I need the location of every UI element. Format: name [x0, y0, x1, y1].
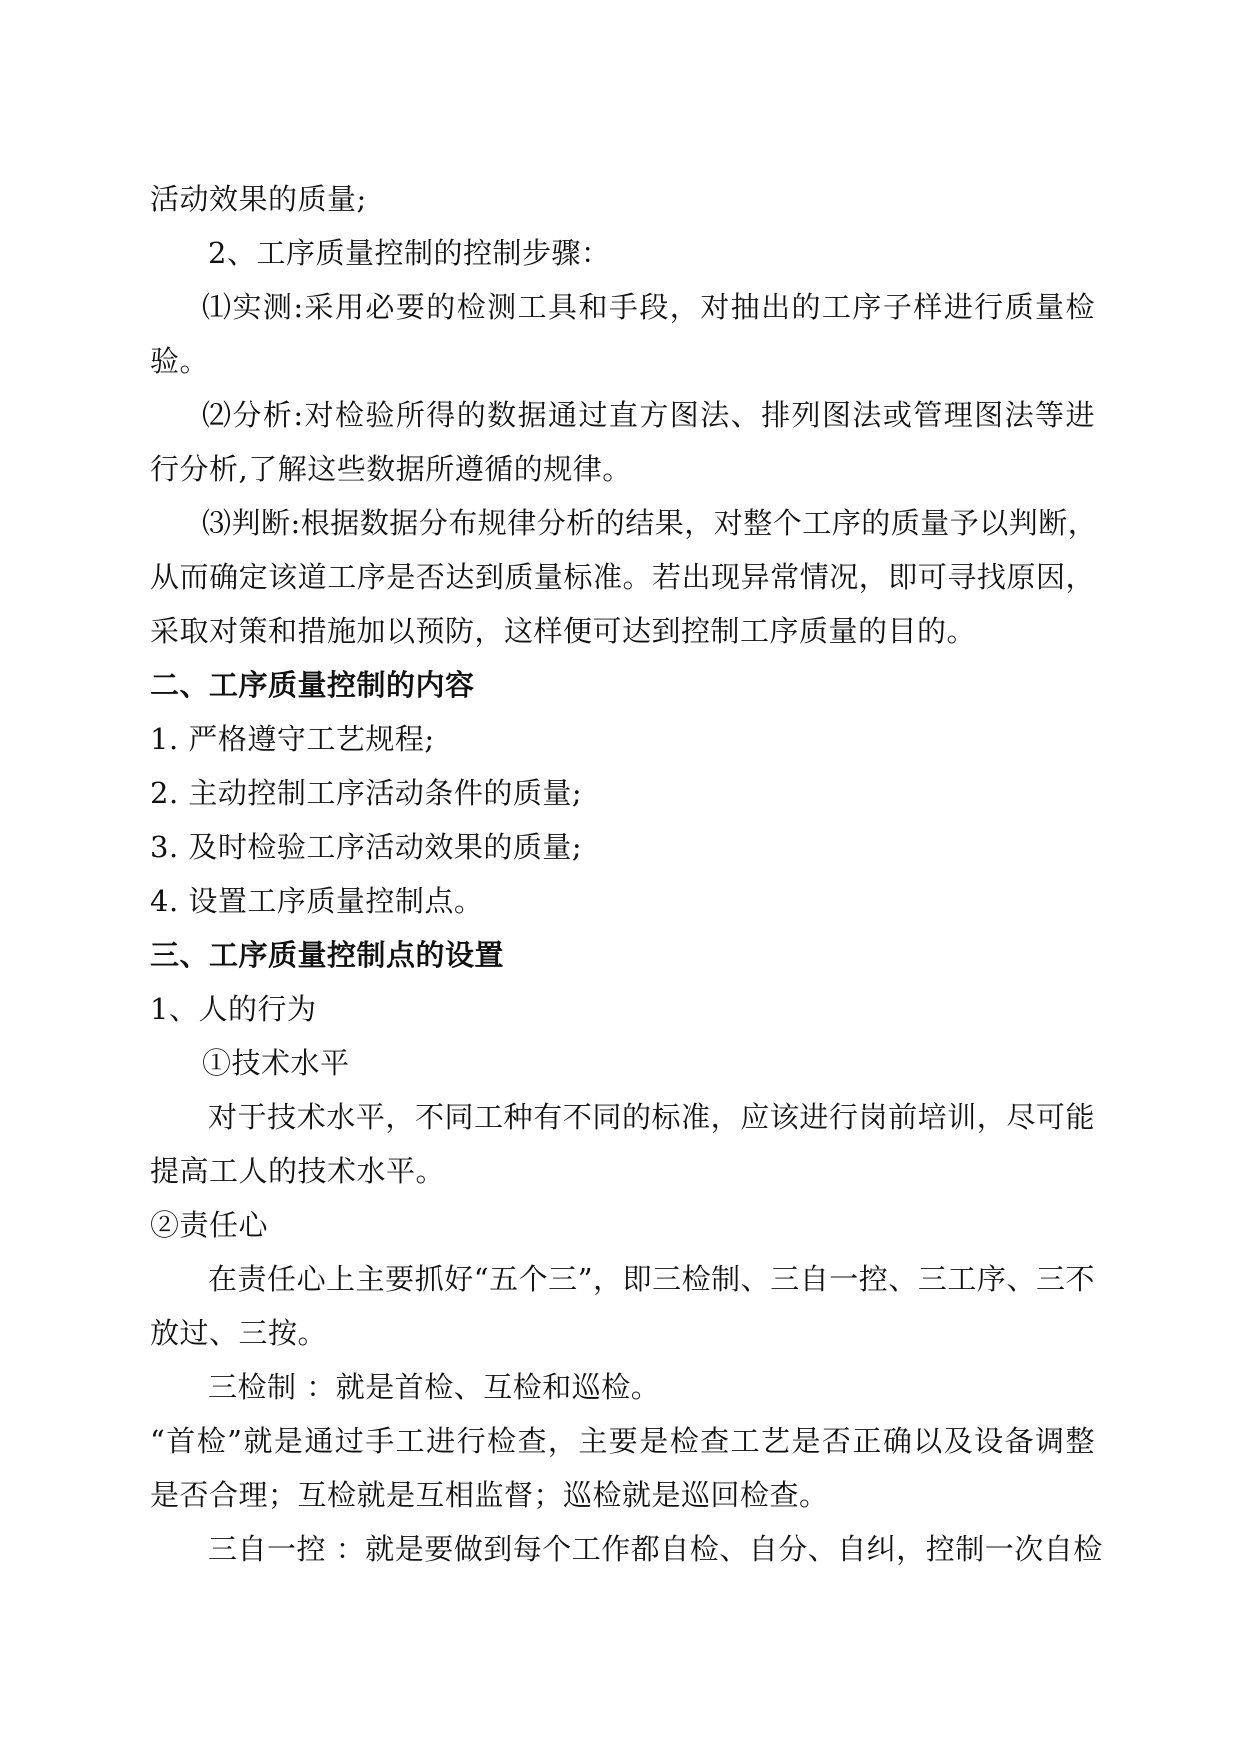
paragraph-line: “首检”就是通过手工进行检查，主要是检查工艺是否正确以及设备调整: [150, 1424, 1095, 1458]
paragraph-line: ⑶判断:根据数据分布规律分析的结果，对整个工序的质量予以判断，: [202, 506, 1098, 540]
paragraph-line: 采取对策和措施加以预防，这样便可达到控制工序质量的目的。: [150, 614, 977, 648]
paragraph-line: ⑵分析:对检验所得的数据通过直方图法、排列图法或管理图法等进: [202, 398, 1095, 432]
paragraph-line: 从而确定该道工序是否达到质量标准。若出现异常情况，即可寻找原因，: [150, 560, 1095, 594]
section-heading: 二、工序质量控制的内容: [150, 668, 475, 702]
list-item: 3. 及时检验工序活动效果的质量;: [150, 830, 583, 864]
paragraph-line: 对于技术水平，不同工种有不同的标准，应该进行岗前培训，尽可能: [208, 1100, 1095, 1134]
paragraph-line: 三检制 ：就是首检、互检和巡检。: [208, 1370, 661, 1404]
subsection-heading: ②责任心: [150, 1208, 269, 1242]
paragraph-line: ⑴实测:采用必要的检测工具和手段，对抽出的工序子样进行质量检: [202, 290, 1095, 324]
list-item: 4. 设置工序质量控制点。: [150, 884, 484, 918]
paragraph-line: 验。: [150, 344, 210, 378]
paragraph-line: 三自一控 ：就是要做到每个工作都自检、自分、自纠，控制一次自检: [208, 1532, 1103, 1566]
paragraph-line: 放过、三按。: [150, 1316, 328, 1350]
document-page: [150, 172, 1103, 1576]
step-heading: 2、工序质量控制的控制步骤：: [208, 236, 611, 270]
list-item: 1. 严格遵守工艺规程;: [150, 722, 435, 756]
paragraph-line: 是否合理；互检就是互相监督；巡检就是巡回检查。: [150, 1478, 829, 1512]
subsection-heading: ①技术水平: [202, 1046, 350, 1080]
subsection-heading: 1、人的行为: [150, 992, 317, 1026]
paragraph-line: 活动效果的质量;: [150, 182, 367, 216]
paragraph-line: 提高工人的技术水平。: [150, 1154, 446, 1188]
paragraph-line: 行分析,了解这些数据所遵循的规律。: [150, 452, 632, 486]
section-heading: 三、工序质量控制点的设置: [150, 938, 505, 972]
list-item: 2. 主动控制工序活动条件的质量;: [150, 776, 583, 810]
paragraph-line: 在责任心上主要抓好“五个三”，即三检制、三自一控、三工序、三不: [208, 1262, 1095, 1296]
